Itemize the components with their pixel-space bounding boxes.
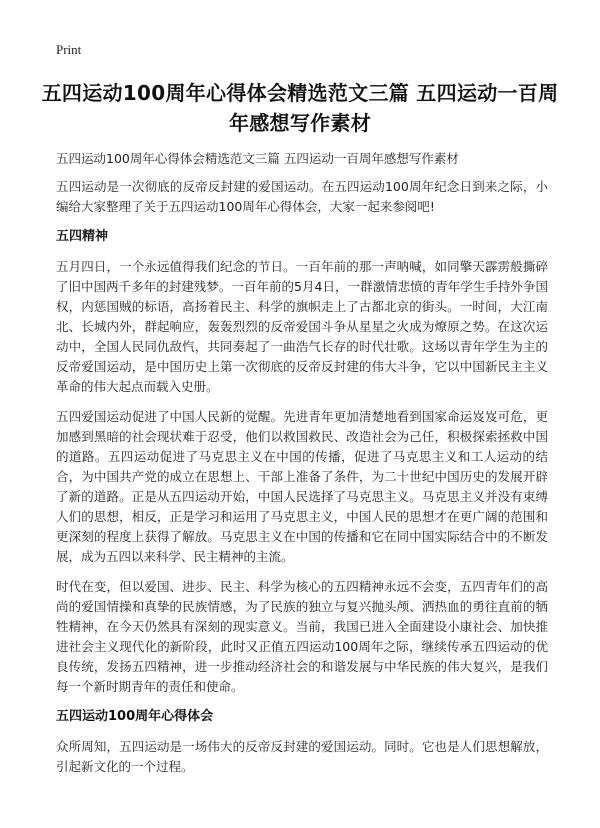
section-heading-wusi-spirit: 五四精神 — [56, 229, 109, 244]
page-title: 五四运动100周年心得体会精选范文三篇 五四运动一百周年感想写作素材 — [41, 81, 559, 135]
print-link[interactable]: Print — [56, 42, 82, 57]
section1-paragraph-3: 时代在变，但以爱国、进步、民主、科学为核心的五四精神永远不会变，五四青年们的高尚的爱国情操和真挚的民族情感，为了民族的独立与复兴抛头颅、洒热血的勇往直前的牺牲精神，在今天仍然具有深刻的现实意义。当前，我国已进入全面建设小康社会、加快推进社会主义现代化的新阶段，此时又正值五四运动100周年之际，继续传承五四运动的优良传统，发扬五四精神，进一步推动经济社会的和谐发展与中华民族的伟大复兴，是我们每一个新时期青年的责任和使命。 — [56, 579, 548, 694]
section2-paragraph-1: 众所周知，五四运动是一场伟大的反帝反封建的爱国运动。同时。它也是人们思想解放，引起新文化的一个过程。 — [56, 739, 548, 774]
article-subtitle: 五四运动100周年心得体会精选范文三篇 五四运动一百周年感想写作素材 — [56, 151, 459, 166]
section1-paragraph-2: 五四爱国运动促进了中国人民新的觉醒。先进青年更加清楚地看到国家命运岌岌可危，更加感到黑暗的社会现状难于忍受，他们以救国救民、改造社会为己任，积极探索拯救中国的道路。五四运动促进了马克思主义在中国的传播，促进了马克思主义和工人运动的结合，为中国共产党的成立在思想上、干部上准备了条件，为二十世纪中国历史的发展开辟了新的道路。正是从五四运动开始，中国人民选择了马克思主义。马克思主义并没有束缚人们的思想，相反，正是学习和运用了马克思主义，中国人民的思想才在更广阔的范围和更深刻的程度上获得了解放。马克思主义在中国的传播和它在同中国实际结合中的不断发展，成为五四以来科学、民主精神的主流。 — [56, 409, 548, 564]
section-heading-centennial: 五四运动100周年心得体会 — [56, 709, 214, 724]
intro-paragraph: 五四运动是一次彻底的反帝反封建的爱国运动。在五四运动100周年纪念日到来之际，小编给大家整理了关于五四运动100周年心得体会，大家一起来参阅吧! — [56, 179, 548, 214]
section1-paragraph-1: 五月四日，一个永远值得我们纪念的节日。一百年前的那一声呐喊，如同擎天霹雳般撕碎了旧中国两千多年的封建残梦。一百年前的5月4日，一群激情悲愤的青年学生手持外争国权，内惩国贼的标语，高扬着民主、科学的旗帜走上了古都北京的街头。一时间，大江南北、长城内外，群起响应，轰轰烈烈的反帝爱国斗争从星星之火成为燎原之势。在这次运动中，全国人民同仇敌忾，共同奏起了一曲浩气长存的时代壮歌。这场以青年学生为主的反帝爱国运动，是中国历史上第一次彻底的反帝反封建的伟大斗争，它以中国新民主主义革命的伟大起点而载入史册。 — [56, 259, 548, 394]
article-body — [56, 149, 548, 787]
